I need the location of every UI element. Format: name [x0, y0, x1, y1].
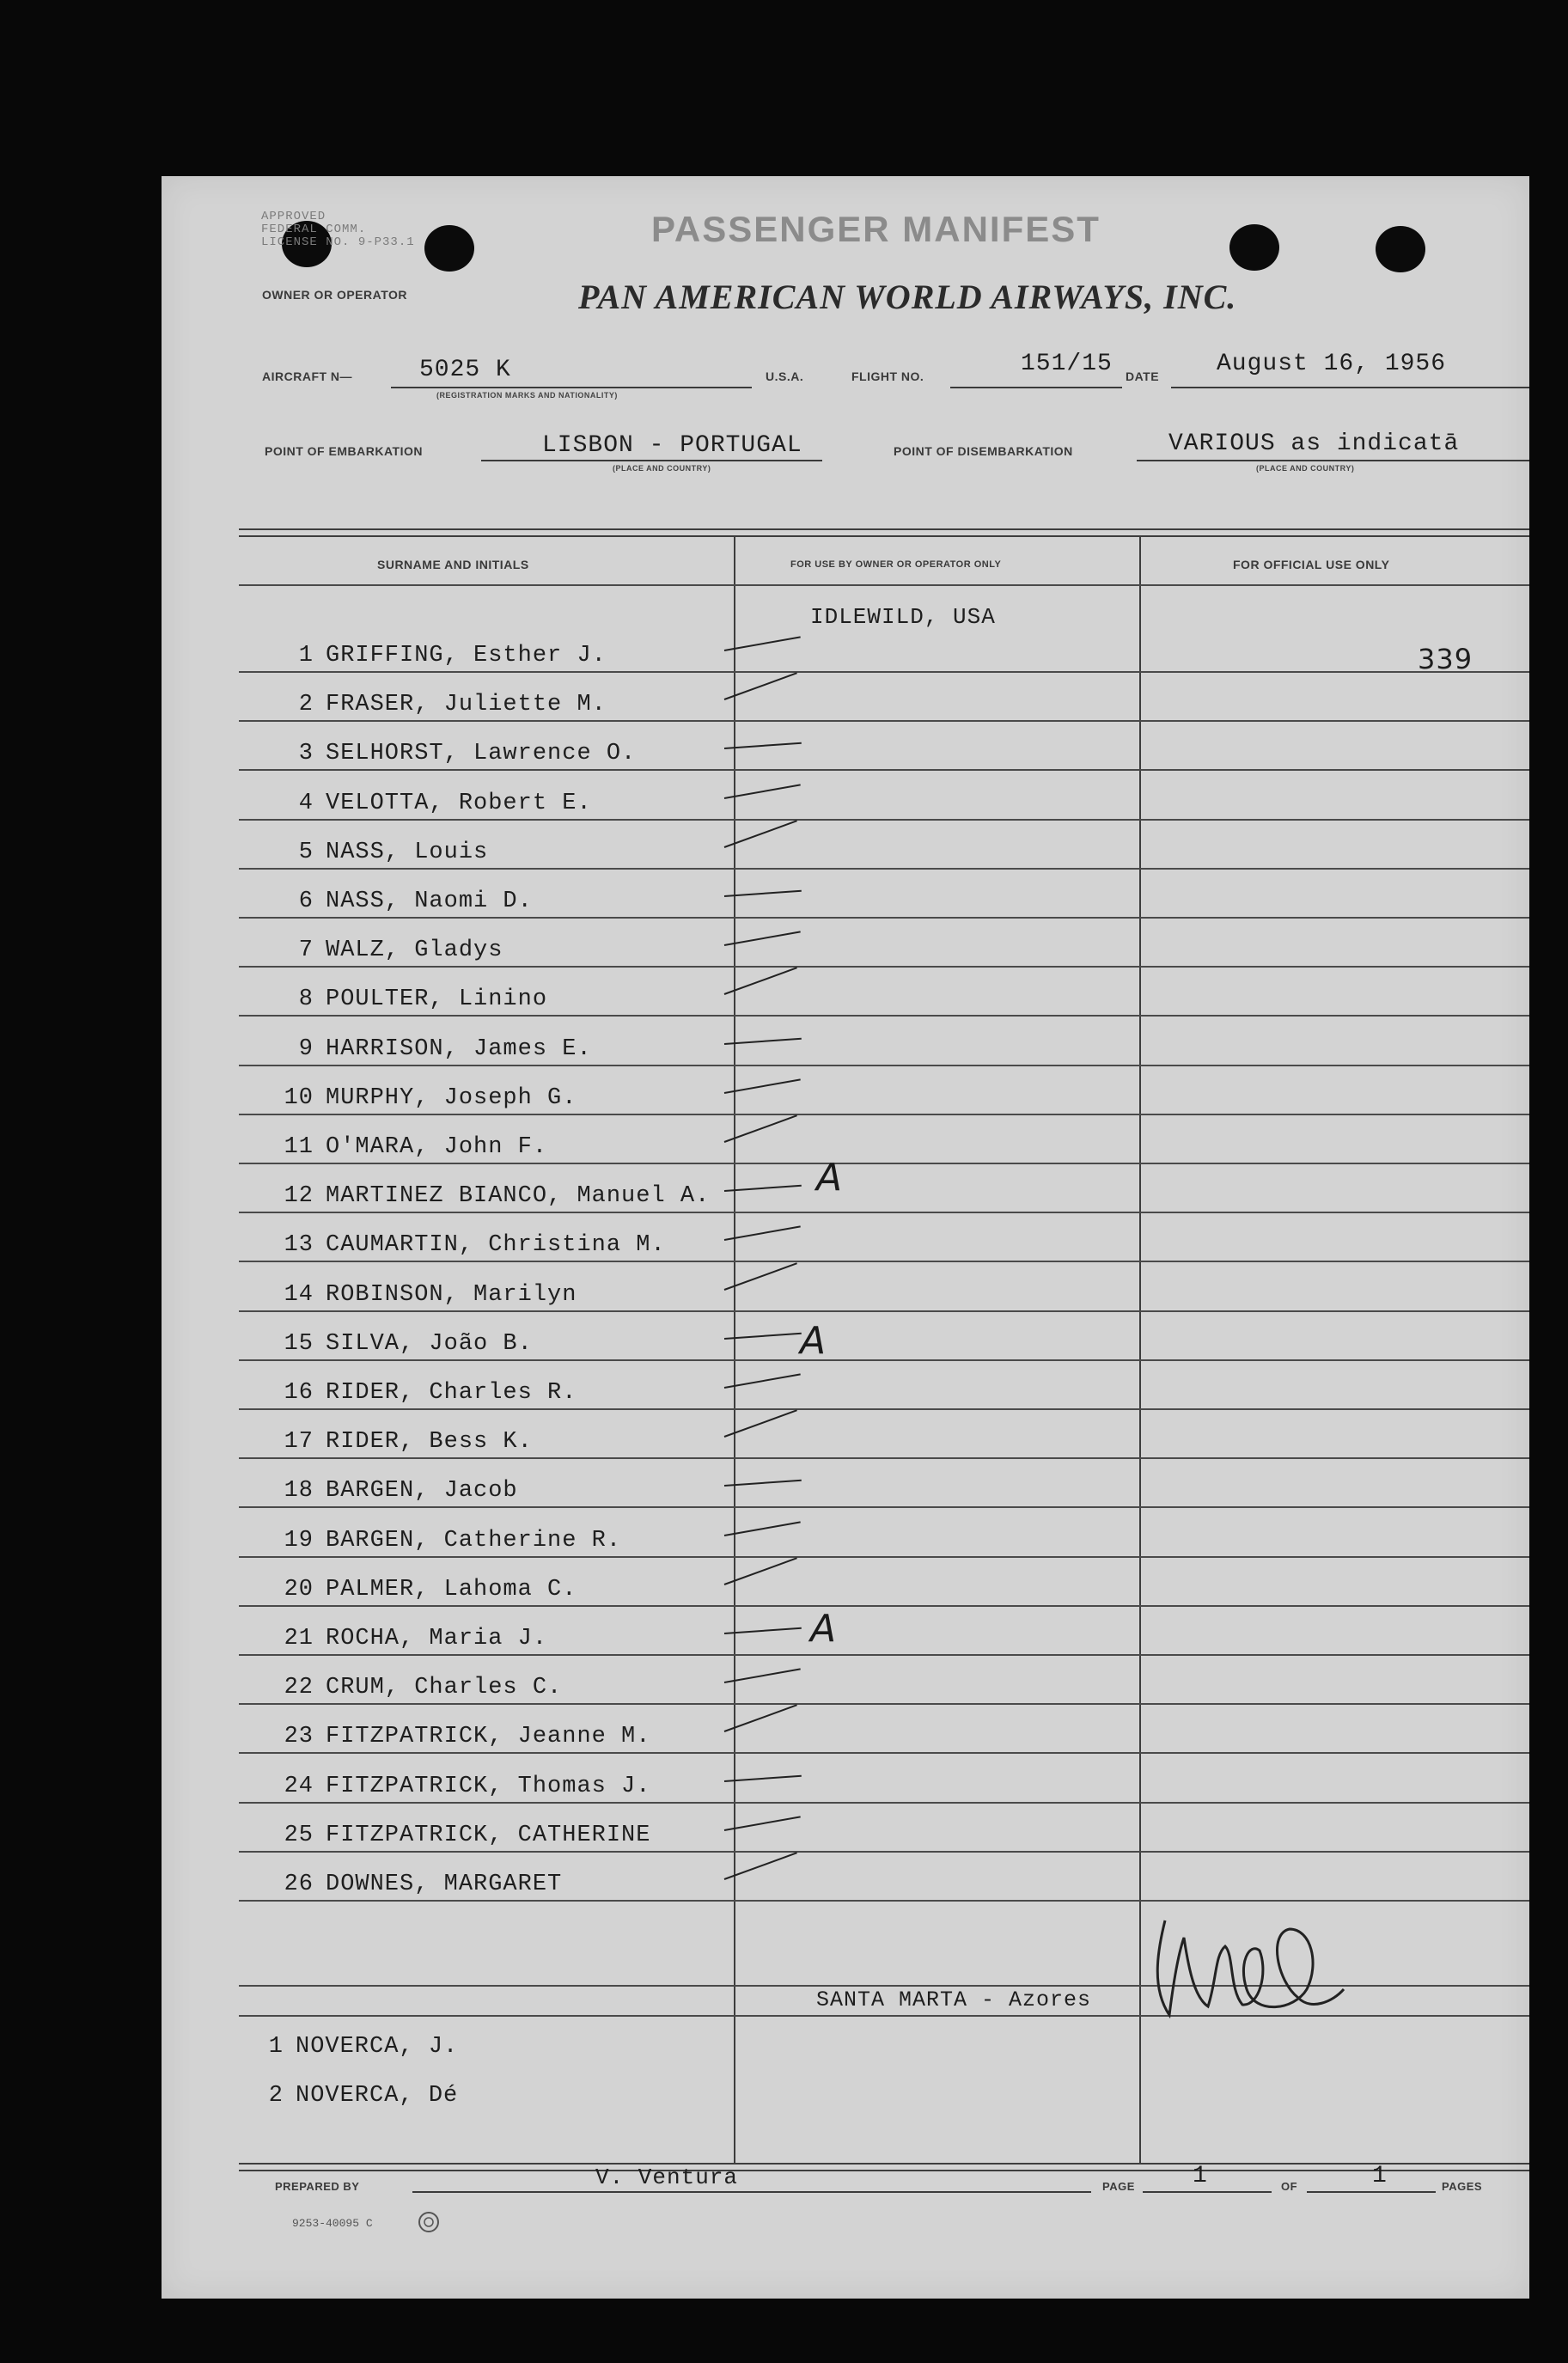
owner-label: OWNER OR OPERATOR — [262, 288, 407, 302]
date-label: DATE — [1126, 369, 1160, 383]
row-rule — [239, 1212, 1529, 1213]
row-rule — [239, 966, 1529, 968]
passenger-number: 16 — [284, 1380, 314, 1406]
passenger-row — [252, 1134, 547, 1160]
page-underline — [1143, 2191, 1272, 2193]
passenger-name: PALMER, Lahoma C. — [326, 1576, 577, 1603]
passenger-name: SELHORST, Lawrence O. — [326, 741, 637, 767]
passenger-name: WALZ, Gladys — [326, 937, 503, 964]
row-rule — [239, 1556, 1529, 1558]
passenger-number: 17 — [284, 1429, 314, 1456]
column-header-owner-use: FOR USE BY OWNER OR OPERATOR ONLY — [790, 559, 1002, 570]
passenger-name: CAUMARTIN, Christina M. — [326, 1232, 666, 1259]
row-rule — [239, 769, 1529, 771]
passenger-number: 26 — [284, 1871, 314, 1897]
passenger-row — [252, 1331, 533, 1357]
column-divider — [1139, 535, 1141, 2165]
page-value: 1 — [1193, 2163, 1208, 2189]
row-rule — [239, 1802, 1529, 1804]
signature-scribble — [1148, 1903, 1345, 2032]
passenger-row — [222, 2034, 458, 2060]
prepared-label: PREPARED BY — [275, 2180, 360, 2193]
disembark-underline — [1137, 460, 1529, 461]
check-tick-mark — [724, 1037, 802, 1044]
passenger-number: 21 — [284, 1626, 314, 1652]
row-rule — [239, 671, 1529, 673]
check-tick-mark — [724, 1627, 802, 1634]
punch-hole — [1376, 226, 1425, 272]
passenger-number: 20 — [284, 1576, 314, 1603]
passenger-number: 14 — [284, 1281, 314, 1308]
stamp-line: APPROVED — [261, 210, 326, 223]
passenger-number: 4 — [298, 790, 314, 816]
form-code: 9253-40095 C — [292, 2217, 373, 2230]
passenger-row — [252, 1774, 650, 1799]
disembark-label: POINT OF DISEMBARKATION — [894, 444, 1073, 458]
passenger-number: 12 — [284, 1183, 314, 1210]
passenger-number: 19 — [284, 1527, 314, 1554]
embark-label: POINT OF EMBARKATION — [265, 444, 423, 458]
row-rule — [239, 819, 1529, 821]
column-header-surname: SURNAME AND INITIALS — [377, 558, 529, 571]
check-tick-mark — [724, 1816, 801, 1831]
prepared-underline — [412, 2191, 1091, 2193]
row-rule — [239, 1015, 1529, 1017]
passenger-name: DOWNES, MARGARET — [326, 1871, 563, 1897]
flight-label: FLIGHT NO. — [851, 369, 924, 383]
passenger-row — [252, 1724, 650, 1749]
passenger-name: SILVA, João B. — [326, 1330, 533, 1357]
row-rule — [239, 1752, 1529, 1754]
passenger-number: 13 — [284, 1232, 314, 1259]
check-tick-mark — [724, 636, 801, 651]
row-rule — [239, 1900, 1529, 1902]
check-tick-mark — [724, 1078, 801, 1094]
check-tick-mark — [724, 1521, 801, 1536]
passenger-row — [252, 1282, 577, 1308]
passenger-name: ROBINSON, Marilyn — [326, 1281, 577, 1308]
passenger-row — [252, 791, 592, 816]
row-rule — [239, 1310, 1529, 1312]
passenger-row — [252, 888, 533, 914]
date-underline — [1171, 387, 1529, 388]
embark-underline — [481, 460, 822, 461]
passenger-name: FITZPATRICK, CATHERINE — [326, 1822, 651, 1848]
column-header-official-use: FOR OFFICIAL USE ONLY — [1233, 558, 1390, 571]
passenger-name: BARGEN, Jacob — [326, 1478, 518, 1505]
row-rule — [239, 1851, 1529, 1853]
of-underline — [1307, 2191, 1436, 2193]
passenger-number: 10 — [284, 1084, 314, 1111]
passenger-number: 25 — [284, 1822, 314, 1848]
passenger-number: 23 — [284, 1724, 314, 1750]
punch-hole — [1229, 224, 1279, 271]
passenger-name: NASS, Naomi D. — [326, 888, 533, 914]
handwritten-mark: A — [810, 1607, 837, 1651]
row-rule — [239, 1457, 1529, 1459]
passenger-row — [252, 1823, 650, 1848]
aircraft-underline — [391, 387, 752, 388]
passenger-number: 6 — [298, 888, 314, 914]
passenger-number: 7 — [298, 937, 314, 964]
passenger-row — [252, 741, 636, 766]
row-rule — [239, 1359, 1529, 1361]
passenger-number: 1 — [268, 2034, 284, 2060]
check-tick-mark — [724, 1333, 802, 1340]
manifest-sheet — [162, 176, 1529, 2299]
passenger-name: O'MARA, John F. — [326, 1134, 548, 1160]
passenger-row — [252, 1675, 562, 1701]
stamp-line: LICENSE NO. 9-P33.1 — [261, 235, 415, 249]
row-rule — [239, 1163, 1529, 1164]
official-number: 339 — [1418, 643, 1473, 675]
row-rule — [239, 1703, 1529, 1705]
disembark-sublabel: (PLACE AND COUNTRY) — [1256, 464, 1355, 473]
check-tick-mark — [724, 784, 801, 799]
aircraft-value: 5025 K — [419, 357, 511, 383]
row-rule — [239, 917, 1529, 919]
passenger-row — [252, 1871, 562, 1897]
passenger-name: POULTER, Linino — [326, 986, 548, 1013]
form-title: PASSENGER MANIFEST — [651, 209, 1101, 249]
passenger-row — [252, 1577, 577, 1603]
passenger-row — [252, 1528, 621, 1554]
embark-sublabel: (PLACE AND COUNTRY) — [613, 464, 711, 473]
aircraft-label: AIRCRAFT N— — [262, 369, 353, 383]
row-rule — [239, 1654, 1529, 1656]
passenger-row — [252, 1478, 518, 1504]
passenger-name: NOVERCA, Dé — [296, 2083, 459, 2109]
approval-stamp — [261, 211, 433, 249]
passenger-number: 3 — [298, 741, 314, 767]
passenger-number: 15 — [284, 1330, 314, 1357]
passenger-row — [252, 986, 547, 1012]
passenger-name: RIDER, Bess K. — [326, 1429, 533, 1456]
prepared-value: V. Ventura — [595, 2165, 739, 2190]
passenger-row — [252, 840, 488, 865]
operator-name: PAN AMERICAN WORLD AIRWAYS, INC. — [578, 278, 1237, 316]
destination-idlewild: IDLEWILD, USA — [810, 604, 996, 630]
flight-value: 151/15 — [1021, 351, 1113, 377]
disembark-value: VARIOUS as indicatā — [1168, 430, 1460, 457]
passenger-row — [252, 643, 607, 669]
header-rule — [239, 584, 1529, 586]
check-tick-mark — [724, 890, 802, 897]
passenger-number: 9 — [298, 1035, 314, 1062]
passenger-number: 22 — [284, 1675, 314, 1701]
of-value: 1 — [1372, 2163, 1388, 2189]
pages-label: PAGES — [1442, 2180, 1483, 2193]
row-rule — [239, 1065, 1529, 1066]
column-divider — [734, 535, 735, 2165]
passenger-name: VELOTTA, Robert E. — [326, 790, 592, 816]
passenger-row — [252, 937, 503, 963]
passenger-number: 8 — [298, 986, 314, 1013]
handwritten-mark: A — [816, 1156, 843, 1200]
passenger-name: HARRISON, James E. — [326, 1035, 592, 1062]
row-rule — [239, 868, 1529, 870]
usa-label: U.S.A. — [766, 369, 804, 383]
row-rule — [239, 1506, 1529, 1508]
passenger-number: 11 — [284, 1134, 314, 1160]
row-rule — [239, 720, 1529, 722]
passenger-row — [252, 1626, 547, 1652]
aircraft-sublabel: (REGISTRATION MARKS AND NATIONALITY) — [436, 391, 618, 400]
passenger-row — [252, 1183, 710, 1209]
check-tick-mark — [724, 1185, 802, 1192]
passenger-row — [252, 1085, 577, 1111]
check-tick-mark — [724, 1480, 802, 1487]
passenger-number: 2 — [268, 2083, 284, 2109]
passenger-row — [222, 2083, 458, 2109]
passenger-number: 5 — [298, 839, 314, 865]
check-tick-mark — [724, 1774, 802, 1781]
passenger-name: NASS, Louis — [326, 839, 489, 865]
passenger-name: RIDER, Charles R. — [326, 1380, 577, 1406]
passenger-name: GRIFFING, Esther J. — [326, 643, 607, 669]
passenger-row — [252, 1380, 577, 1406]
row-rule — [239, 1114, 1529, 1115]
passenger-name: FITZPATRICK, Jeanne M. — [326, 1724, 651, 1750]
page-label: PAGE — [1102, 2180, 1135, 2193]
passenger-row — [252, 692, 607, 717]
passenger-name: ROCHA, Maria J. — [326, 1626, 548, 1652]
table-bottom-rule — [239, 2163, 1529, 2171]
date-value: August 16, 1956 — [1217, 351, 1447, 377]
destination-santa-marta: SANTA MARTA - Azores — [816, 1987, 1092, 2012]
row-rule — [239, 1261, 1529, 1262]
stamp-line: FEDERAL COMM. — [261, 223, 367, 236]
flight-underline — [950, 387, 1122, 388]
passenger-number: 18 — [284, 1478, 314, 1505]
table-top-rule — [239, 528, 1529, 537]
passenger-number: 24 — [284, 1773, 314, 1799]
passenger-name: MARTINEZ BIANCO, Manuel A. — [326, 1183, 711, 1210]
passenger-name: CRUM, Charles C. — [326, 1675, 563, 1701]
printer-union-bug-icon — [418, 2211, 440, 2233]
check-tick-mark — [724, 1373, 801, 1389]
passenger-row — [252, 1036, 592, 1062]
passenger-number: 2 — [298, 692, 314, 718]
embark-value: LISBON - PORTUGAL — [542, 432, 802, 459]
of-label: OF — [1281, 2180, 1298, 2193]
passenger-row — [252, 1232, 666, 1258]
passenger-name: MURPHY, Joseph G. — [326, 1084, 577, 1111]
row-rule — [239, 1408, 1529, 1410]
check-tick-mark — [724, 1226, 801, 1242]
passenger-row — [252, 1429, 533, 1455]
check-tick-mark — [724, 742, 802, 749]
row-rule — [239, 1605, 1529, 1607]
check-tick-mark — [724, 931, 801, 947]
check-tick-mark — [724, 1669, 801, 1684]
passenger-name: NOVERCA, J. — [296, 2034, 459, 2060]
passenger-name: BARGEN, Catherine R. — [326, 1527, 622, 1554]
passenger-name: FRASER, Juliette M. — [326, 692, 607, 718]
passenger-number: 1 — [298, 643, 314, 669]
handwritten-mark: A — [800, 1319, 827, 1363]
passenger-name: FITZPATRICK, Thomas J. — [326, 1773, 651, 1799]
